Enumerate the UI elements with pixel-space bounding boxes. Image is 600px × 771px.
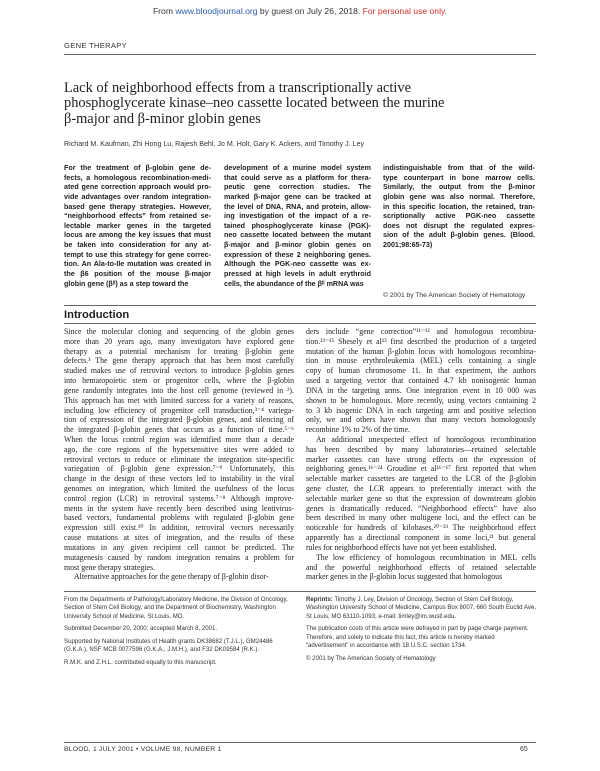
text-line: marker genes in the β-globin locus suggested that homologous [306,572,503,582]
section-rule [64,54,536,55]
reprints [306,596,536,621]
text-line: indistinguishable from that of the wild- [383,164,535,172]
text-line: expression of these 2 neighboring genes. [224,250,371,259]
text-line: When the locus control region was identified more than a decade [64,434,294,444]
text-line: apparently has a directional component in some loci,²¹ but general [306,533,536,543]
text-line: more than 20 years ago, many investigators have explored gene [64,336,294,346]
text-line: therapy as a potential mechanism for treating β-globin gene [64,346,294,356]
footnotes-left [64,596,294,672]
text-line: been described in many other multigene loci, and the effect can be [306,513,536,523]
text-line: has been described by many laboratories—retained selectable [306,444,536,454]
text-line: cells, the abundance of the βᴵᴵ mRNA was [224,279,364,288]
title-line: phosphoglycerate kinase–neo cassette located between the murine [64,95,445,112]
text-line: expression still exist.¹⁰ In addition, retroviral vectors necessarily [64,523,294,533]
text-line: ders include “gene correction”¹¹⁻¹² and homologous recombina- [306,327,536,336]
abstract-copyright: © 2001 by The American Society of Hematology [383,292,526,299]
text-line: tion.¹³⁻¹⁵ Shesely et al¹³ first described the production of a targeted [306,336,536,346]
text-line: the β6 position of the mouse β-major [64,269,211,278]
text-line: that could serve as a platform for thera- [224,173,371,182]
text-line: neo cassette located between the mutant [224,231,371,240]
text-line: Similarly, the output from the β-minor [383,183,535,192]
text-line: copy of human chromosome 11. In that experiment, the authors [306,366,536,376]
introduction-heading: Introduction [64,309,130,321]
text-line: ated gene correction approach would pro- [64,183,211,192]
text-line: change in the design of these vectors led to instability in the viral [64,474,294,484]
text-line: type counterpart in bone marrow cells. [383,173,535,182]
abstract-col-3 [383,164,535,251]
notice-mid: by guest on July 26, 2018. [257,6,363,16]
text-line: DNA in the targeting arms. One integration event in 10 000 was [306,385,536,395]
intro-rule-bottom [64,323,536,324]
text-line: control region (LCR) in retroviral systems.⁷⁻⁸ Although improve- [64,493,294,503]
intro-rule-top [64,305,536,306]
text-line: globin gene (βᴵᴵ) as a step toward the [64,279,189,288]
text-line: Alternative approaches for the gene therapy of β-globin disor- [74,572,269,582]
text-line: the integrated β-globin genes that occurs as a function of time.⁵⁻⁶ [64,425,294,435]
text-line: tion. An Ala-to-Ile mutation was created in [64,260,211,269]
text-line: the level of DNA, RNA, and protein, allow- [224,202,371,211]
text-line: mutations in any given recipient cell cannot be predicted. The [64,542,294,552]
text-line: Since the molecular cloning and sequencing of the globin genes [64,327,294,336]
abstract-col-1 [64,164,211,289]
funding: Supported by National Institutes of Health grants DK38682 (T.J.L.), GM24486 (G.K.A.), NSF MCB 0077596 (G.K.A., J.M.H.), and F32 DK09584 (R.K.). [64,637,273,654]
text-line: variegation of β-globin gene expression.⁷⁻⁹ Unfortunately, this [64,464,294,474]
text-line: in this specific location, the retained, tran- [383,202,535,211]
body-col-right [306,327,536,582]
text-line: rules for neighborhood effects have not yet been established. [306,542,497,552]
text-line: noticeable for hundreds of kilobases.²⁰⁻²³ The neighborhood effect [306,523,536,533]
text-line: lectable marker genes in the targeted [64,221,211,230]
reprints-text: Timothy J. Ley, Division of Oncology, Section of Stem Cell Biology, Washington University School of Medicine, Campus Box 8007, 660 South Euclid Ave, St Louis, MO 63110-1093; e-mail: timley@im.wustl.edu. [306,596,536,620]
footer-rule [64,742,536,743]
notice-from: From [152,6,176,16]
page-number: 65 [520,746,528,753]
text-line: ments in the system have recently been described using lentivirus- [64,503,294,513]
reprints-label: Reprints: [306,596,333,603]
text-line: tion in mouse erythroleukemia (MEL) cells containing a single [306,356,536,366]
text-line: into hematopoietic stem or progenitor cells, where the β-globin [64,376,294,386]
text-line: globin gene was also normal. Therefore, [383,192,535,201]
footnote-copyright: © 2001 by The American Society of Hematology [306,654,436,662]
footnotes-right [306,596,536,667]
text-line: most gene therapy strategies. [64,562,156,572]
text-line: mutation of the human β-globin locus with homologous recombina- [306,346,536,356]
text-line: marked β-major gene can be tracked at [224,192,371,201]
text-line: only, we and others have shown that many vectors homologously [306,415,536,425]
publication-charges: The publication costs of this article were defrayed in part by page charge payment. Therefore, and solely to indicate this fact, this article is hereby marked “advertisement” in accordance with 18 U.S.C. section 1734. [306,625,529,649]
text-line: Although the PGK-neo cassette was ex- [224,260,371,269]
download-notice [0,6,600,16]
body-col-left [64,327,294,582]
text-line: tempt to use this strategy for gene correc- [64,250,211,259]
text-line: mutagenesis caused by random integration remains a problem for [64,552,294,562]
title-line: Lack of neighborhood effects from a transcriptionally active [64,80,411,96]
affiliations: From the Departments of Pathology/Laboratory Medicine, the Division of Oncology, Section of Stem Cell Biology, and the Department of Biochemistry, Washington University School of Medicine, St Louis, MO. [64,596,288,620]
text-line: This approach has met with limited success for a variety of reasons, [64,395,294,405]
text-line: fects, a homologous recombination-medi- [64,173,211,182]
text-line: ing investigation of the impact of a re- [224,212,371,221]
text-line: shown to be homologous. More recently, using vectors containing 2 [306,395,536,405]
text-line: locus are among the key issues that must [64,231,211,240]
text-line: For the treatment of β-globin gene de- [64,164,211,172]
text-line: gene randomly integrates into the host cell genome (reviewed in ²). [64,385,294,395]
personal-use-notice: For personal use only. [362,6,448,16]
text-line: The low efficiency of homologous recombination in MEL cells [316,552,536,562]
journal-citation: BLOOD, 1 JULY 2001 • VOLUME 98, NUMBER 1 [64,746,222,753]
text-line: 2001;98:65-73) [383,241,433,249]
text-line: sion of the adult β-globin genes. (Blood. [383,231,535,240]
text-line: including low efficiency of progenitor cell transduction,³⁻⁴ variega- [64,405,294,415]
text-line: tion of expression of the integrated β-globin genes, and silencing of [64,415,294,425]
text-line: recombine 1% to 2% of the time. [306,425,410,435]
text-line: vide advantages over random integration- [64,192,211,201]
text-line: to 3 kb isogenic DNA in each targeting arm and positive selection [306,405,536,415]
submission-dates: Submitted December 20, 2000; accepted March 8, 2001. [64,625,218,633]
text-line: marker cassettes can have strong effects on the expression of [306,454,536,464]
text-line: ago, the core regions of the hypersensitive sites were added to [64,444,294,454]
text-line: studied makes use of retroviral vectors to introduce β-globin genes [64,366,294,376]
footnote-rule [64,591,536,592]
text-line: selectable marker cassettes are targeted to the LCR of the β-globin [306,474,536,484]
text-line: be taken into consideration for any at- [64,241,211,249]
text-line: development of a murine model system [224,164,371,172]
text-line: does not disrupt the regulated expres- [383,221,535,230]
title-line: β-major and β-minor globin genes [64,110,261,127]
text-line: genes is dramatically reduced. “Neighborhood effects” have also [306,503,536,513]
text-line: genomes on integration, which limited the usefulness of the locus [64,484,294,493]
text-line: based gene therapy strategies. However, [64,202,211,211]
text-line: gene cluster, the LCR appears to preferentially interact with the [306,484,536,493]
text-line: and the powerful neighborhood effects of retained selectable [306,562,536,572]
text-line: An additional unexpected effect of homologous recombination [316,434,536,444]
contribution-note: R.M.K. and Z.H.L. contributed equally to this manuscript. [64,658,217,666]
text-line: cause mutations at sites of integration, and the results of these [64,533,294,543]
author-list: Richard M. Kaufman, Zhi Hong Lu, Rajesh Behl, Jo M. Holt, Gary K. Ackers, and Timothy J. Ley [64,140,365,148]
text-line: based vectors, fundamental problems with regulated β-globin gene [64,513,294,523]
text-line: β-major and β-minor globin genes on [224,241,371,249]
text-line: selectable marker gene so that the expression of downstream globin [306,493,536,503]
text-line: scriptionally active PGK-neo cassette [383,212,535,221]
section-label: GENE THERAPY [64,41,127,50]
text-line: used a targeting vector that contained 4.7 kb nonisogenic human [306,376,536,386]
text-line: pressed at high levels in adult erythroid [224,269,371,278]
text-line: neighboring genes.¹⁶⁻²⁴ Groudine et al¹⁶⁻¹⁷ first reported that when [306,464,536,474]
text-line: tained phosphoglycerate kinase (PGK)- [224,221,371,230]
abstract-col-2 [224,164,371,289]
article-title [64,81,534,127]
text-line: peutic gene correction studies. The [224,183,371,192]
text-line: “neighborhood effects” from retained se- [64,212,211,221]
text-line: retroviral vectors to reduce or eliminate the integration site-specific [64,454,294,464]
journal-site-link[interactable]: www.bloodjournal.org [175,6,258,16]
text-line: defects.¹ The gene therapy approach that has been most carefully [64,356,294,366]
